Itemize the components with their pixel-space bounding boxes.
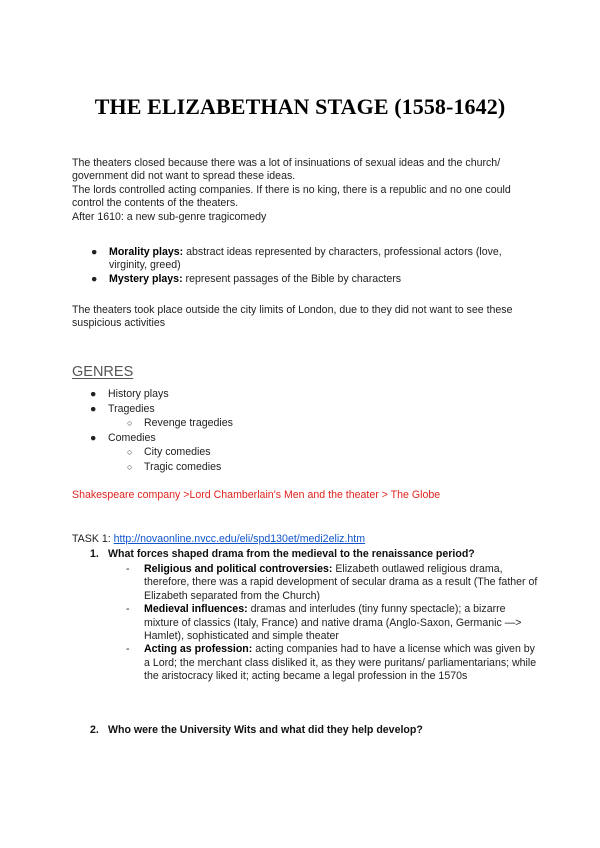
intro-paragraph-1: The theaters closed because there was a lot of insinuations of sexual ideas and the church/ government did not want to spread these ideas. — [72, 157, 501, 183]
intro-paragraph-3: After 1610: a new sub-genre tragicomedy — [72, 210, 267, 223]
list-item — [72, 563, 542, 603]
list-item — [72, 246, 542, 273]
item-text: represent passages of the Bible by characters — [182, 272, 402, 285]
list-item — [72, 402, 542, 417]
intro-paragraph-2: The lords controlled acting companies. If there is no king, there is a republic and no one could control the contents of the theaters. — [72, 183, 511, 210]
question-number: 1. — [90, 548, 99, 560]
item-text: Elizabeth outlawed religious drama, therefore, there was a rapid development of secular drama as a result (The father of Elizabeth separated from the Church) — [144, 563, 538, 602]
circle-bullet-icon: ○ — [127, 447, 133, 458]
genre-comedies: Comedies — [108, 431, 156, 444]
circle-bullet-icon: ○ — [127, 461, 133, 472]
outside-paragraph: The theaters took place outside the city limits of London, due to they did not want to see these suspicious activities — [72, 304, 513, 330]
bullet-icon: ● — [90, 388, 97, 400]
question-text: What forces shaped drama from the medieval to the renaissance period? — [108, 548, 475, 560]
plays-list — [72, 246, 542, 286]
bullet-icon: ● — [91, 272, 98, 285]
genre-city: City comedies — [144, 446, 211, 459]
dash-bullet-icon: - — [126, 563, 130, 575]
genre-tragic: Tragic comedies — [144, 460, 222, 473]
item-label: Mystery plays: — [109, 272, 183, 285]
bullet-icon: ● — [91, 246, 98, 258]
list-item — [72, 445, 542, 460]
question-text: Who were the University Wits and what did they help develop? — [108, 724, 423, 736]
dash-bullet-icon: - — [126, 603, 130, 616]
company-line: Shakespeare company >Lord Chamberlain's Men and the theater > The Globe — [72, 489, 441, 501]
genre-revenge: Revenge tragedies — [144, 417, 233, 430]
bullet-icon: ● — [90, 431, 97, 444]
page-title: THE ELIZABETHAN STAGE (1558-1642) — [94, 94, 506, 119]
item-label: Acting as profession: — [144, 643, 253, 656]
bullet-icon: ● — [90, 402, 97, 415]
list-item — [72, 416, 542, 431]
genre-tragedies: Tragedies — [108, 402, 155, 415]
item-label: Medieval influences: — [144, 603, 248, 616]
list-item — [72, 431, 542, 446]
answers-list — [72, 563, 542, 684]
genres-heading: GENRES — [72, 364, 134, 380]
dash-bullet-icon: - — [126, 643, 130, 656]
item-text: dramas and interludes (tiny funny spectacle); a bizarre mixture of classics (Italy, France) and native drama (Anglo-Saxon, Germanic —> Hamlet), sophisticated and simple theater — [144, 603, 522, 643]
item-text: abstract ideas represented by characters, professional actors (love, virginity, greed) — [109, 246, 502, 272]
list-item — [72, 387, 542, 402]
circle-bullet-icon: ○ — [127, 418, 133, 429]
item-label: Morality plays: — [109, 246, 184, 258]
item-text: acting companies had to have a license which was given by a Lord; the merchant class disliked it, as they were puritans/ parliamentarians; while the aristocracy liked it; acting became a legal profession in the 1570s — [144, 643, 537, 683]
task-label: TASK 1: — [72, 533, 114, 545]
intro-section — [72, 157, 542, 224]
item-label: Religious and political controversies: — [144, 563, 333, 575]
task-link[interactable]: http://novaonline.nvcc.edu/eli/spd130et/medi2eliz.htm — [113, 533, 366, 545]
task-line — [72, 533, 365, 545]
list-item — [72, 603, 542, 643]
genre-history: History plays — [108, 388, 169, 400]
list-item — [72, 460, 542, 475]
question-number: 2. — [90, 724, 99, 736]
genres-list — [72, 387, 542, 475]
list-item — [72, 643, 542, 683]
list-item — [72, 273, 542, 286]
